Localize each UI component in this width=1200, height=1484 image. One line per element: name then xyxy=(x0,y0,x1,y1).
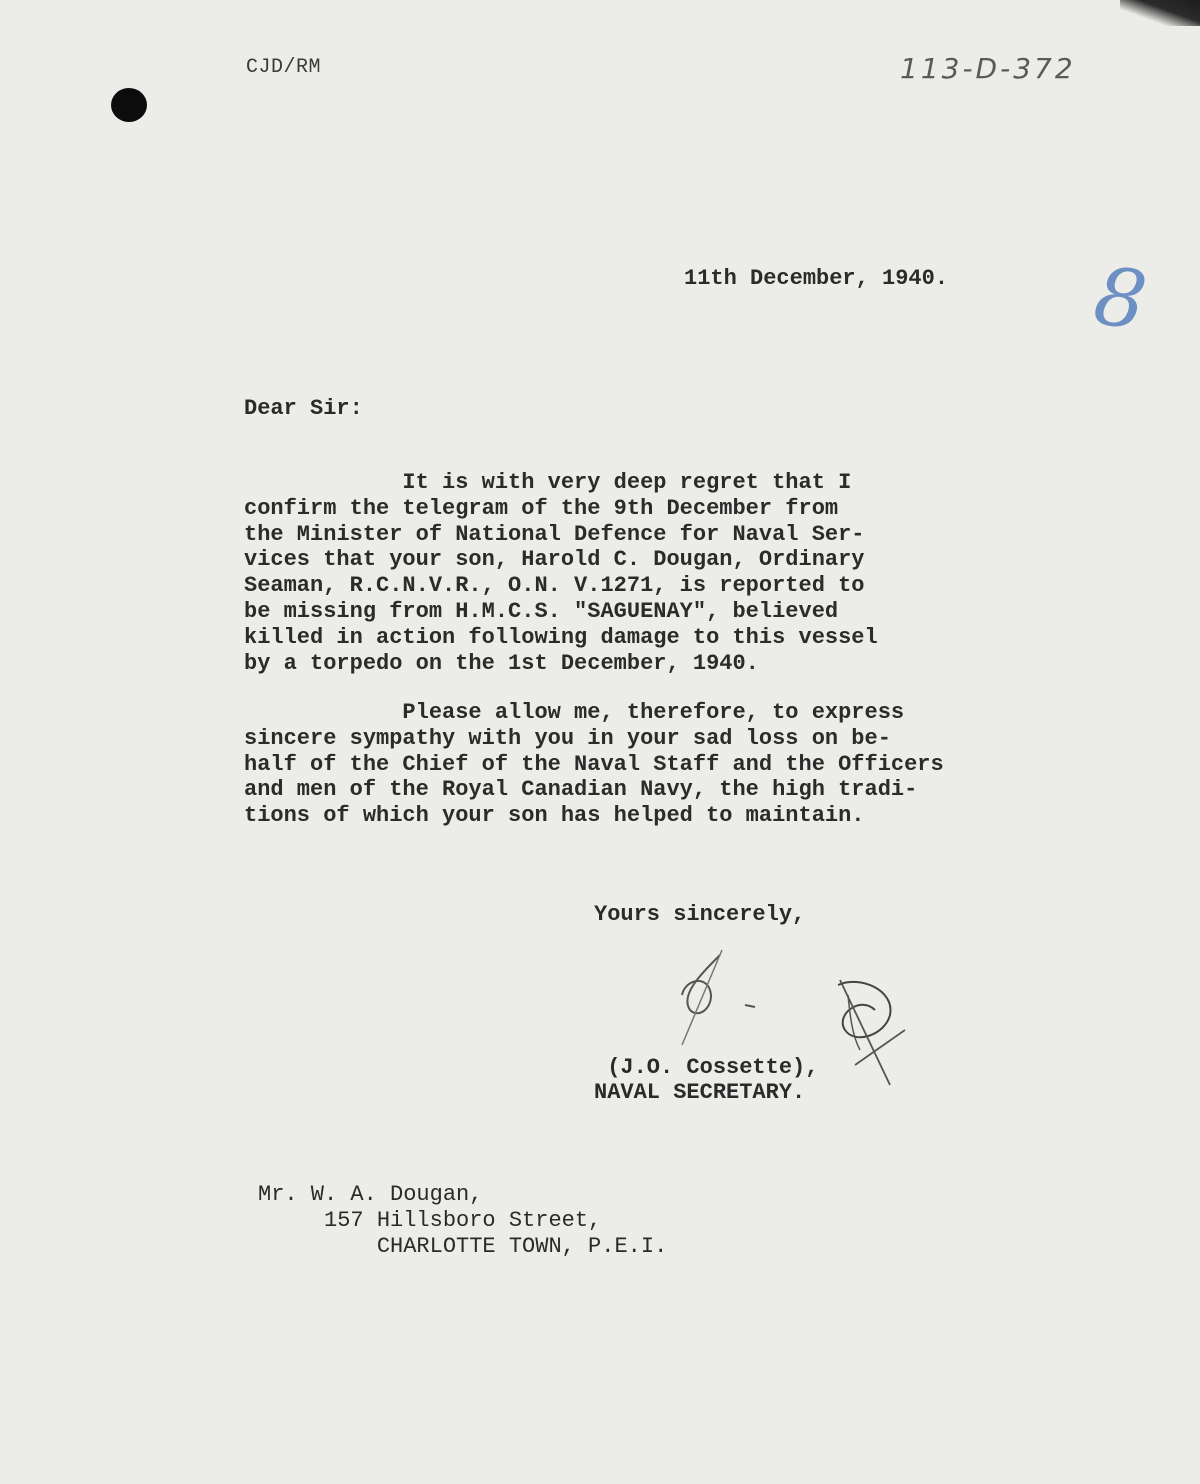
closing: Yours sincerely, xyxy=(594,902,806,927)
signer-block: (J.O. Cossette), NAVAL SECRETARY. xyxy=(594,1055,819,1105)
file-number: 113-D-372 xyxy=(900,52,1076,85)
scanned-corner-shadow xyxy=(1120,0,1200,26)
body-paragraph-2: Please allow me, therefore, to express sincere sympathy with you in your sad loss on be- half of the Chief of the Naval Staff and the Officers and men of the Royal Canadian Navy, the high tradi- tions of which your son has helped to maintain. xyxy=(244,700,944,829)
recipient-address: Mr. W. A. Dougan, 157 Hillsboro Street, CHARLOTTE TOWN, P.E.I. xyxy=(258,1182,668,1259)
body-paragraph-1: It is with very deep regret that I confirm the telegram of the 9th December from the Minister of National Defence for Naval Ser- vices that your son, Harold C. Dougan, Ordinary Seaman, R.C.N.V.R., O.N. V.1271, is reported to be missing from H.M.C.S. "SAGUENAY", believed killed in action following damage to this vessel by a torpedo on the 1st December, 1940. xyxy=(244,470,878,676)
page-number-mark: 8 xyxy=(1088,248,1153,349)
punch-hole xyxy=(111,88,147,122)
salutation: Dear Sir: xyxy=(244,396,363,421)
reference-initials: CJD/RM xyxy=(246,56,322,79)
letter-date: 11th December, 1940. xyxy=(684,266,949,291)
